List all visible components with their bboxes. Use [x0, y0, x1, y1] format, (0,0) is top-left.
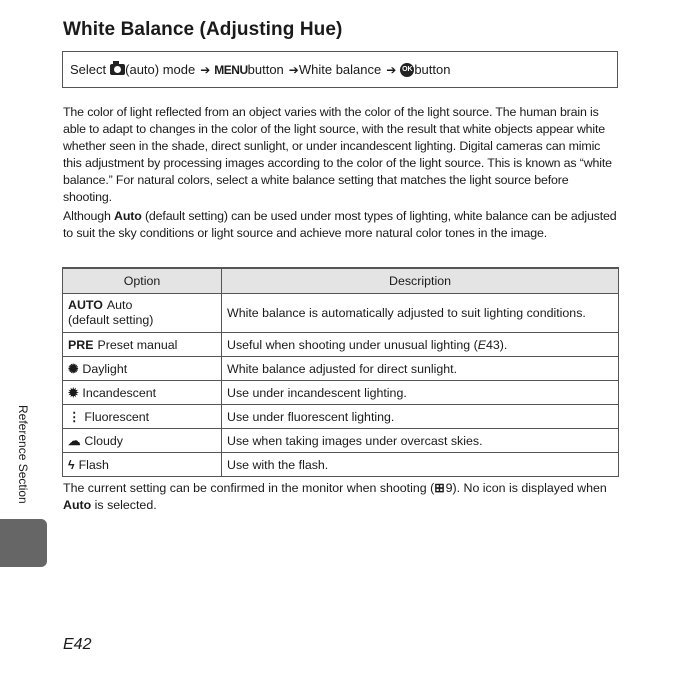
option-description: Use under fluorescent lighting.	[222, 405, 619, 429]
preset-icon: PRE	[68, 337, 94, 352]
nav-ok-button-text: button	[414, 62, 451, 77]
menu-button-icon: MENU	[214, 62, 248, 77]
table-row	[63, 453, 619, 477]
cloudy-icon: ☁	[68, 434, 81, 448]
table-row	[63, 381, 619, 405]
table-row	[63, 333, 619, 357]
nav-menu-button-text: button	[247, 62, 284, 77]
option-label: Fluorescent	[84, 410, 150, 424]
ok-button-icon: OK	[400, 63, 414, 77]
auto-paragraph-pre: Although	[63, 209, 111, 223]
auto-paragraph	[63, 208, 619, 242]
section-tab	[0, 519, 47, 567]
intro-paragraph: The color of light reflected from an object varies with the color of the light source. The human brain is able to adapt to changes in the color of the light source, with the result that white objects appear white whether seen in the shade, direct sunlight, or under incandescent lighting. Digital cameras can mimic this adjustment by processing images according to the color of the light source. This is known as “white balance.” For natural colors, select a white balance setting that matches the light source before shooting.	[63, 105, 612, 204]
incandescent-icon: ✹	[68, 386, 79, 400]
e-page-icon: E	[63, 636, 74, 653]
nav-auto-mode-text: (auto) mode	[125, 62, 196, 77]
arrow-right-icon: ➔	[386, 62, 397, 77]
option-label: Auto	[106, 298, 133, 312]
navigation-path-box	[62, 51, 618, 88]
option-description: Use with the flash.	[222, 453, 619, 477]
option-description: White balance adjusted for direct sunlight.	[222, 357, 619, 381]
arrow-right-icon: ➔	[288, 62, 299, 77]
page-title: White Balance (Adjusting Hue)	[63, 19, 343, 40]
camera-icon	[110, 64, 125, 75]
note-paragraph: The current setting can be confirmed in the monitor when shooting (⊞9). No icon is displayed when Auto is selected.	[63, 481, 607, 512]
fluorescent-icon: ⋮	[68, 410, 81, 424]
option-description: Use when taking images under overcast skies.	[222, 429, 619, 453]
option-label: Cloudy	[84, 434, 123, 448]
table-header-option: Option	[63, 268, 222, 294]
note-bold: Auto	[63, 498, 92, 512]
nav-white-balance-text: White balance	[298, 62, 382, 77]
option-label: Flash	[78, 457, 109, 472]
table-row	[63, 357, 619, 381]
option-description: White balance is automatically adjusted to suit lighting conditions.	[222, 294, 619, 333]
option-label: Daylight	[82, 362, 128, 376]
nav-select-text: Select	[70, 62, 107, 77]
table-header-description: Description	[222, 268, 619, 294]
ref-e-icon: E	[477, 337, 486, 352]
option-label: Incandescent	[82, 386, 157, 400]
auto-paragraph-bold: Auto	[114, 209, 142, 223]
table-row	[63, 405, 619, 429]
daylight-icon: ✺	[68, 362, 79, 376]
option-sublabel: (default setting)	[68, 313, 154, 327]
white-balance-table	[62, 267, 619, 477]
auto-icon: AUTO	[68, 298, 103, 312]
book-reference-icon: ⊞	[434, 481, 445, 495]
section-tab-label: Reference Section	[16, 405, 30, 504]
arrow-right-icon: ➔	[200, 62, 211, 77]
option-label: Preset manual	[97, 337, 178, 352]
flash-icon: ϟ	[68, 457, 75, 472]
option-description: Use under incandescent lighting.	[222, 381, 619, 405]
table-row	[63, 294, 619, 333]
auto-paragraph-post: (default setting) can be used under most types of lighting, white balance can be adjusted to suit the sky conditions or light source and achieve more natural color tones in the image.	[63, 209, 617, 240]
table-row	[63, 429, 619, 453]
page-number: E42	[63, 636, 92, 653]
option-description: Useful when shooting under unusual lighting (E43).	[222, 333, 619, 357]
